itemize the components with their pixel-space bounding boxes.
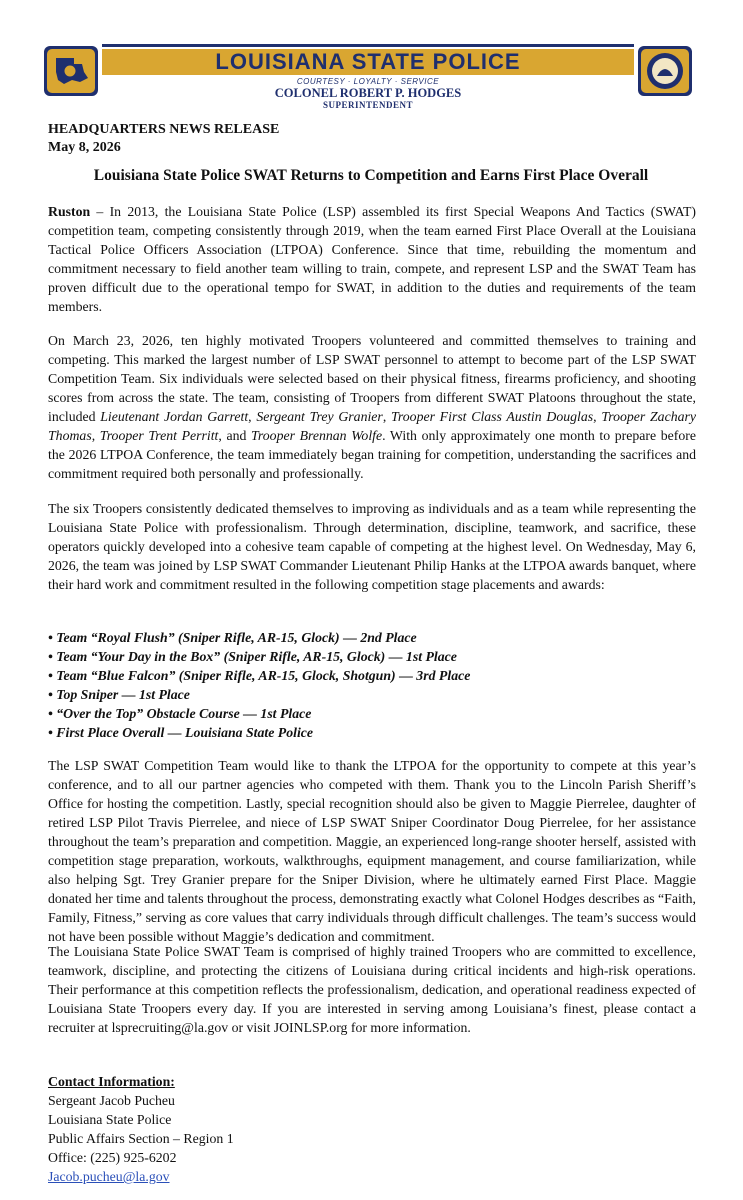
paragraph-5: The Louisiana State Police SWAT Team is comprised of highly trained Troopers who are committed to excellence, teamwork, discipline, and protecting the citizens of Louisiana during critical incidents and high-risk operations. Their performance at this competition reflects the professionalism, dedication, and operational readiness expected of Louisiana State Troopers every day. If you are interested in serving among Louisiana’s finest, please contact a recruiter at lsprecruiting@la.gov or visit JOINLSP.org for more information. — [48, 944, 696, 1035]
award-item: • Team “Blue Falcon” (Sniper Rifle, AR-15, Glock, Shotgun) — 3rd Place — [48, 668, 471, 683]
awards-list — [48, 628, 696, 742]
award-item: • Team “Your Day in the Box” (Sniper Rifle, AR-15, Glock) — 1st Place — [48, 649, 457, 664]
letterhead — [40, 36, 696, 112]
release-type: HEADQUARTERS NEWS RELEASE — [48, 122, 280, 137]
release-date: May 8, 2026 — [48, 140, 121, 155]
letterhead-top-rule — [102, 44, 634, 47]
agency-motto: COURTESY · LOYALTY · SERVICE — [296, 77, 440, 86]
state-seal-icon — [634, 38, 696, 104]
paragraph-4: The LSP SWAT Competition Team would like to thank the LTPOA for the opportunity to compete at this year’s conference, and to all our partner agencies who competed with them. Thank you to the Lincoln Parish Sheriff’s Office for hosting the competition. Lastly, special recognition should also be given to Maggie Pierrelee, daughter of retired LSP Pilot Travis Pierrelee, and niece of LSP SWAT Sniper Coordinator Doug Pierrelee, for her assistance throughout the team’s preparation and competition. Maggie, an experienced long-range shooter herself, assisted with competition stage preparation, workouts, walkthroughs, equipment management, and course familiarization, while also helping Sgt. Trey Granier prepare for the Sniper Division, where he ultimately earned First Place. Maggie donated her time and talents throughout the process, demonstrating exactly what Colonel Hodges describes as “Faith, Family, Fitness,” serving as core values that carry individuals through difficult challenges. The team’s success would not have been possible without Maggie’s dedication and commitment. — [48, 758, 696, 944]
contact-section: Public Affairs Section – Region 1 — [48, 1131, 234, 1146]
award-item: • Top Sniper — 1st Place — [48, 687, 190, 702]
team-member-name: Trooper Trent Perritt — [99, 428, 219, 443]
paragraph-2: On March 23, 2026, ten highly motivated Troopers volunteered and committed themselves to training and competing. This marked the largest number of LSP SWAT personnel to attempt to become part of the LSP SWAT Competition Team. Six individuals were selected based on their physical fitness, firearms proficiency, and shooting scores from across the state. The team, consisting of Troopers from different SWAT Platoons throughout the state, included Lieutenant Jordan Garrett, Sergeant Trey Granier, Trooper First Class Austin Douglas, Trooper Zachary Thomas, Trooper Trent Perritt, and Trooper Brennan Wolfe. With only approximately one month to prepare before the 2026 LTPOA Conference, the team immediately began training for competition, understanding the sacrifices and commitment required both personally and professionally. — [48, 333, 696, 481]
superintendent-name: COLONEL ROBERT P. HODGES — [274, 86, 462, 100]
superintendent-title: SUPERINTENDENT — [322, 100, 414, 110]
award-item: • First Place Overall — Louisiana State Police — [48, 725, 314, 740]
contact-organization: Louisiana State Police — [48, 1112, 172, 1127]
award-item: • “Over the Top” Obstacle Course — 1st Place — [48, 706, 312, 721]
contact-heading: Contact Information: — [48, 1074, 175, 1089]
contact-name: Sergeant Jacob Pucheu — [48, 1093, 175, 1108]
team-member-name: Trooper Brennan Wolfe — [251, 428, 383, 443]
paragraph-3: The six Troopers consistently dedicated themselves to improving as individuals and as a team while representing the Louisiana State Police with professionalism. Through determination, discipline, teamwork, and sacrifice, these operators quickly developed into a cohesive team capable of competing at the highest level. On Wednesday, May 6, 2026, the team was joined by LSP SWAT Commander Lieutenant Philip Hanks at the LTPOA awards banquet, where their hard work and commitment resulted in the following competition stage placements and awards: — [48, 501, 696, 592]
headline: Louisiana State Police SWAT Returns to Competition and Earns First Place Overall — [93, 167, 649, 184]
dateline: Ruston — [48, 204, 91, 219]
contact-email-link[interactable]: Jacob.pucheu@la.gov — [48, 1169, 170, 1184]
contact-block — [48, 1072, 234, 1186]
team-member-name: Lieutenant Jordan Garrett — [100, 409, 249, 424]
agency-name: LOUISIANA STATE POLICE — [215, 49, 521, 74]
team-member-name: Trooper Zachary Thomas — [48, 409, 696, 443]
award-item: • Team “Royal Flush” (Sniper Rifle, AR-15, Glock) — 2nd Place — [48, 630, 417, 645]
contact-office-phone: Office: (225) 925-6202 — [48, 1150, 177, 1165]
team-member-name: Trooper First Class Austin Douglas — [391, 409, 594, 424]
paragraph-1: Ruston – In 2013, the Louisiana State Police (LSP) assembled its first Special Weapons And Tactics (SWAT) competition team, competing consistently through 2019, when the team earned First Place Overall at the Louisiana Tactical Police Officers Association (LTPOA) Conference. Since that time, rebuilding the momentum and commitment necessary to field another team willing to train, compete, and represent LSP and the SWAT Team has proven difficult due to the operational tempo for SWAT, in addition to the duties and requirements of the team members. — [48, 204, 696, 314]
team-member-name: Sergeant Trey Granier — [256, 409, 383, 424]
